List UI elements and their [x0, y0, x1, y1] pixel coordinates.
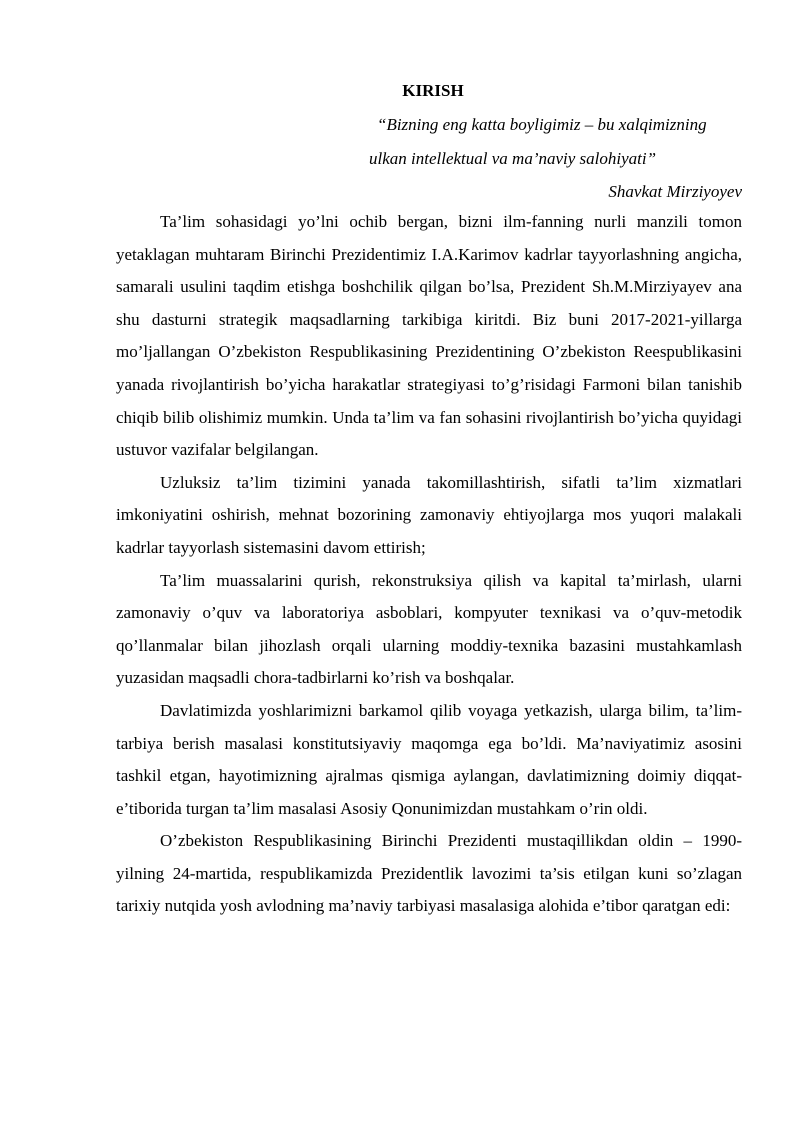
paragraph-2: Uzluksiz ta’lim tizimini yanada takomillashtirish, sifatli ta’lim xizmatlari imkoniyatini oshirish, mehnat bozorining zamonaviy ehtiyojlarga mos yuqori malakali kadrlar tayyorlash sistemasini davom ettirish; — [116, 472, 742, 557]
epigraph-line-1: “Bizning eng katta boyligimiz – bu xalqimizning — [377, 115, 707, 134]
epigraph-author: Shavkat Mirziyoyev — [608, 182, 742, 201]
epigraph-line-2: ulkan intellektual va ma’naviy salohiyati” — [369, 149, 657, 168]
page-heading: KIRISH — [402, 81, 464, 100]
paragraph-3: Ta’lim muassalarini qurish, rekonstruksiya qilish va kapital ta’mirlash, ularni zamonaviy o’quv va laboratoriya asboblari, kompyuter texnikasi va o’quv-metodik qo’llanmalar bilan jihozlash orqali ularning moddiy-texnika bazasini mustahkamlash yuzasidan maqsadli chora-tadbirlarni ko’rish va boshqalar. — [116, 570, 742, 688]
paragraph-1: Ta’lim sohasidagi yo’lni ochib bergan, bizni ilm-fanning nurli manzili tomon yetaklagan muhtaram Birinchi Prezidentimiz I.A.Karimov kadrlar tayyorlashning angicha, samarali usulini taqdim etishga boshchilik qilgan bo’lsa, Prezident Sh.M.Mirziyayev ana shu dasturni strategik maqsadlarning tarkibiga kiritdi. Biz buni 2017-2021-yillarga mo’ljallangan O’zbekiston Respublikasining Prezidentining O’zbekiston Reespublikasini yanada rivojlantirish bo’yicha harakatlar strategiyasi to’g’risidagi Farmoni bilan tanishib chiqib bilib olishimiz mumkin. Unda ta’lim va fan sohasini rivojlantirish bo’yicha quyidagi ustuvor vazifalar belgilangan. — [116, 212, 742, 460]
paragraph-5: O’zbekiston Respublikasining Birinchi Prezidenti mustaqillikdan oldin – 1990-yilning 24-martida, respublikamizda Prezidentlik lavozimi ta’sis etilgan kuni so’zlagan tarixiy nutqida yosh avlodning ma’naviy tarbiyasi masalasiga alohida e’tibor qaratgan edi: — [116, 831, 742, 916]
paragraph-4: Davlatimizda yoshlarimizni barkamol qilib voyaga yetkazish, ularga bilim, ta’lim-tarbiya berish masalasi konstitutsiyaviy maqomga ega bo’ldi. Ma’naviyatimiz asosini tashkil etgan, hayotimizning ajralmas qismiga aylangan, davlatimizning doimiy diqqat-e’tiborida turgan ta’lim masalasi Asosiy Qonunimizdan mustahkam o’rin oldi. — [116, 700, 742, 818]
body-text — [116, 206, 742, 923]
